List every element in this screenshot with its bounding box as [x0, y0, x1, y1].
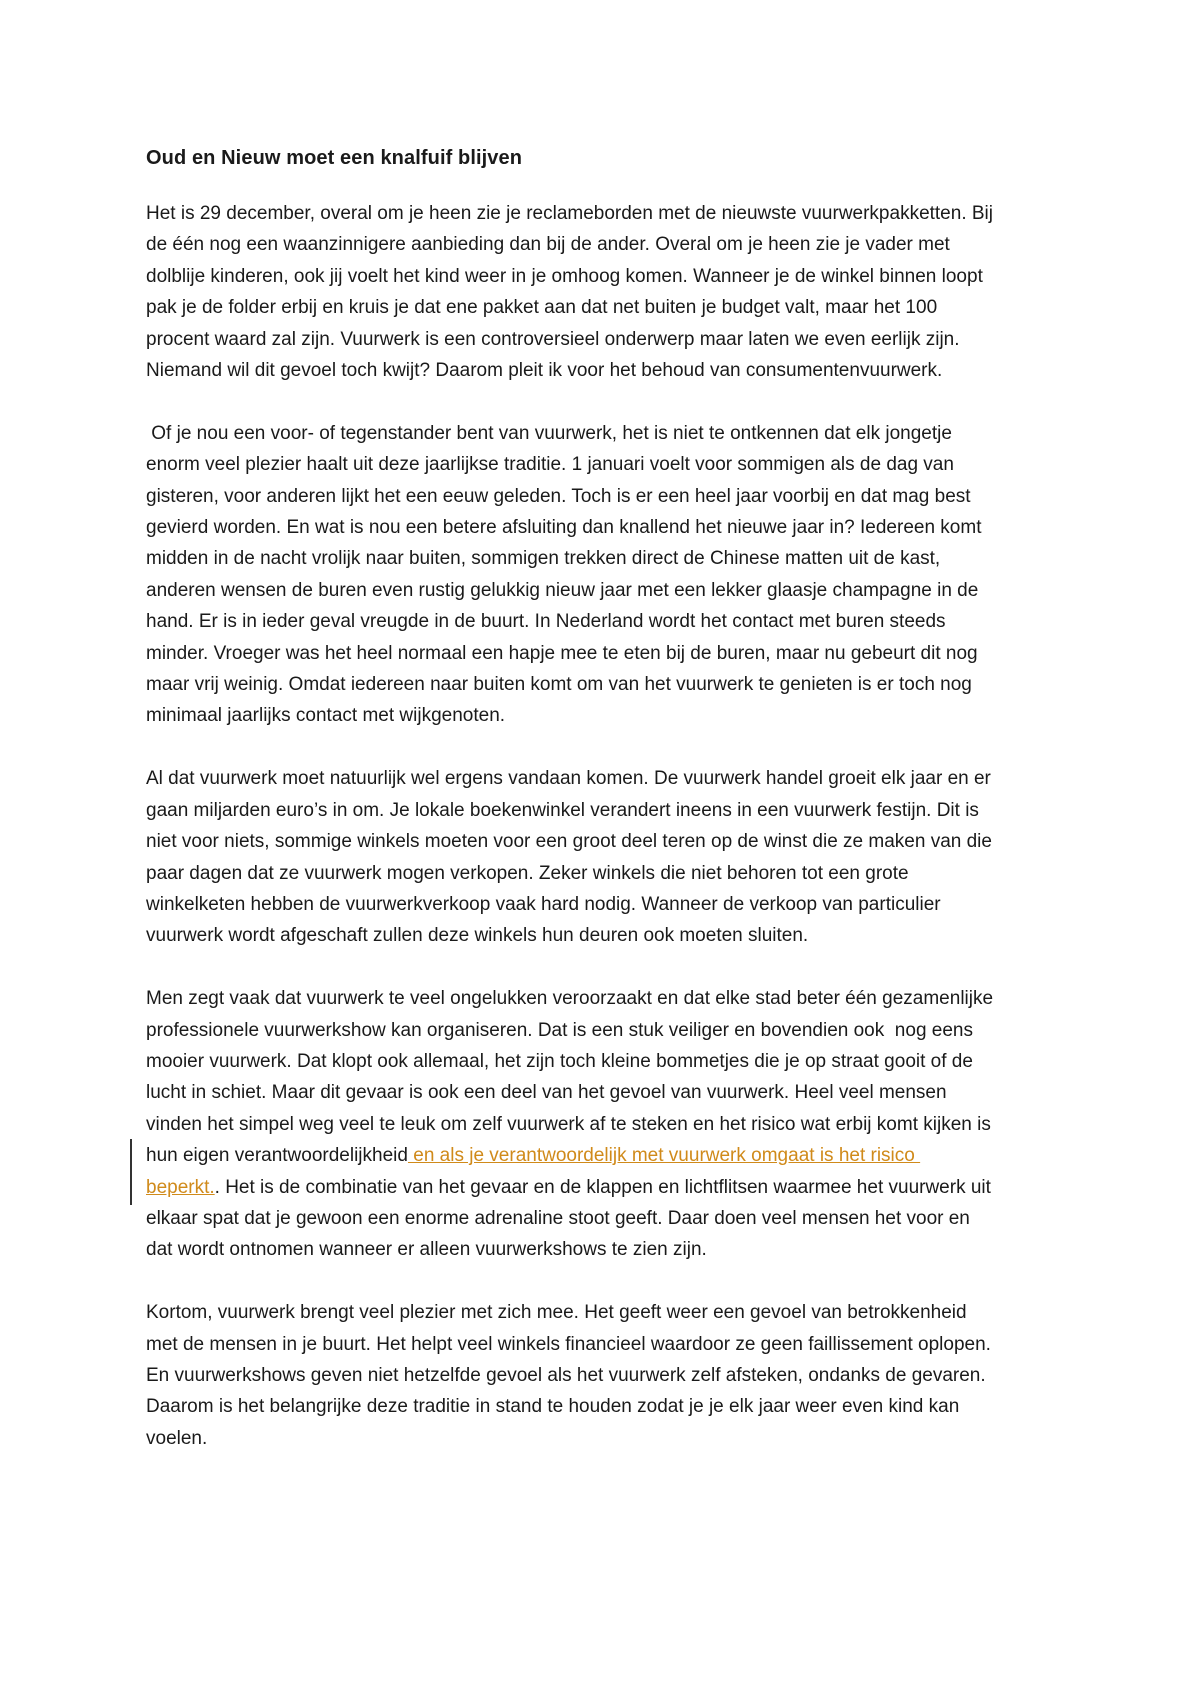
text-line: midden in de nacht vrolijk naar buiten, sommigen trekken direct de Chinese matten uit de kast, — [146, 548, 941, 570]
text-span: . Het is de combinatie van het gevaar en de klappen en lichtflitsen waarmee het vuurwerk uit — [214, 1176, 991, 1198]
text-line: Of je nou een voor- of tegenstander bent van vuurwerk, het is niet te ontkennen dat elk jongetje — [146, 422, 952, 444]
text-line: gisteren, voor anderen lijkt het een eeuw geleden. Toch is er een heel jaar voorbij en dat mag best — [146, 485, 971, 507]
paragraph-economy — [146, 763, 1066, 951]
text-line: elkaar spat dat je gewoon een enorme adrenaline stoot geeft. Daar doen veel mensen het voor en — [146, 1207, 970, 1229]
text-line: enorm veel plezier haalt uit deze jaarlijkse traditie. 1 januari voelt voor sommigen als de dag van — [146, 454, 954, 476]
paragraph-intro — [146, 198, 1066, 386]
document-title: Oud en Nieuw moet een knalfuif blijven — [146, 147, 523, 169]
tracked-change-line — [146, 1172, 1066, 1203]
text-line: dat wordt ontnomen wanneer er alleen vuurwerkshows te zien zijn. — [146, 1239, 707, 1261]
text-line: lucht in schiet. Maar dit gevaar is ook een deel van het gevoel van vuurwerk. Heel veel mensen — [146, 1082, 947, 1104]
text-line: Men zegt vaak dat vuurwerk te veel ongelukken veroorzaakt en dat elke stad beter één gezamenlijke — [146, 988, 994, 1010]
text-line: En vuurwerkshows geven niet hetzelfde gevoel als het vuurwerk zelf afsteken, ondanks de gevaren. — [146, 1364, 986, 1386]
text-line: professionele vuurwerkshow kan organiseren. Dat is een stuk veiliger en bovendien ook nog eens — [146, 1019, 973, 1041]
text-line: pak je de folder erbij en kruis je dat ene pakket aan dat net buiten je budget valt, maar het 100 — [146, 297, 938, 319]
tracked-insertion[interactable]: beperkt. — [146, 1176, 215, 1198]
paragraph-tradition — [146, 418, 1066, 732]
tracked-change-line — [146, 1140, 1066, 1171]
text-line: met de mensen in je buurt. Het helpt veel winkels financieel waardoor ze geen faillissement oplopen. — [146, 1333, 991, 1355]
text-span: hun eigen verantwoordelijkheid — [146, 1145, 408, 1167]
text-line: mooier vuurwerk. Dat klopt ook allemaal, het zijn toch kleine bommetjes die je op straat gooit of de — [146, 1050, 973, 1072]
text-line: paar dagen dat ze vuurwerk mogen verkopen. Zeker winkels die niet behoren tot een grote — [146, 862, 909, 884]
text-line: Niemand wil dit gevoel toch kwijt? Daarom pleit ik voor het behoud van consumentenvuurwerk. — [146, 360, 943, 382]
tracked-insertion[interactable]: en als je verantwoordelijk met vuurwerk omgaat is het risico — [407, 1145, 921, 1167]
text-line: Kortom, vuurwerk brengt veel plezier met zich mee. Het geeft weer een gevoel van betrokkenheid — [146, 1302, 967, 1324]
text-line: vinden het simpel weg veel te leuk om zelf vuurwerk af te steken en het risico wat erbij komt kijken is — [146, 1113, 991, 1135]
text-line: Al dat vuurwerk moet natuurlijk wel ergens vandaan komen. De vuurwerk handel groeit elk jaar en er — [146, 768, 991, 790]
text-line: niet voor niets, sommige winkels moeten voor een groot deel teren op de winst die ze maken van die — [146, 831, 992, 853]
text-line: gevierd worden. En wat is nou een betere afsluiting dan knallend het nieuwe jaar in? Iedereen komt — [146, 517, 982, 539]
text-line: hand. Er is in ieder geval vreugde in de buurt. In Nederland wordt het contact met buren steeds — [146, 611, 946, 633]
text-line: voelen. — [146, 1427, 208, 1449]
tracked-change-bar — [130, 1139, 132, 1205]
text-line: maar vrij weinig. Omdat iedereen naar buiten komt om van het vuurwerk te genieten is er toch nog — [146, 674, 972, 696]
paragraph-safety — [146, 983, 1066, 1266]
text-line: gaan miljarden euro’s in om. Je lokale boekenwinkel verandert ineens in een vuurwerk festijn. Dit is — [146, 799, 979, 821]
text-line: vuurwerk wordt afgeschaft zullen deze winkels hun deuren ook moeten sluiten. — [146, 925, 809, 947]
text-line: minimaal jaarlijks contact met wijkgenoten. — [146, 705, 506, 727]
document-body — [146, 146, 1066, 1486]
text-line: minder. Vroeger was het heel normaal een hapje mee te eten bij de buren, maar nu gebeurt dit nog — [146, 642, 978, 664]
text-line: dolblije kinderen, ook jij voelt het kind weer in je omhoog komen. Wanneer je de winkel binnen loopt — [146, 265, 983, 287]
text-line: de één nog een waanzinnigere aanbieding dan bij de ander. Overal om je heen zie je vader met — [146, 234, 950, 256]
text-line: winkelketen hebben de vuurwerkverkoop vaak hard nodig. Wanneer de verkoop van particulier — [146, 893, 941, 915]
text-line: anderen wensen de buren even rustig gelukkig nieuw jaar met een lekker glaasje champagne in de — [146, 579, 979, 601]
text-line: Het is 29 december, overal om je heen zie je reclameborden met de nieuwste vuurwerkpakketten. Bij — [146, 203, 993, 224]
text-line: Daarom is het belangrijke deze traditie in stand te houden zodat je je elk jaar weer even kind kan — [146, 1396, 960, 1418]
paragraph-conclusion — [146, 1297, 1066, 1454]
text-line: procent waard zal zijn. Vuurwerk is een controversieel onderwerp maar laten we even eerlijk zijn. — [146, 328, 960, 350]
